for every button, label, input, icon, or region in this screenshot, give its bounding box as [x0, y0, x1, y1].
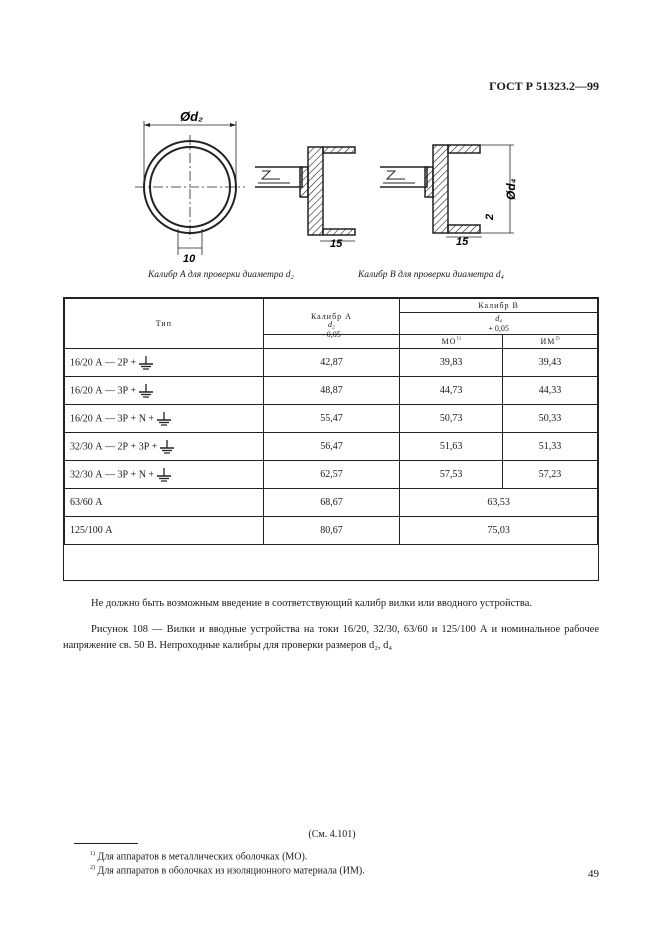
- ground-icon: [157, 412, 171, 426]
- footnote-divider: [74, 843, 138, 844]
- gauge-a-front-view: [135, 109, 245, 265]
- ground-icon: [139, 356, 153, 370]
- col-type-header: Тип: [65, 299, 264, 349]
- dim-15b-label: 15: [456, 236, 469, 248]
- dim-2-label: 2: [484, 213, 496, 220]
- table-row: 125/100 А 80,67 75,03: [65, 517, 598, 545]
- dim-15a-label: 15: [330, 238, 343, 250]
- table-row: 16/20 А — 3Р + 48,87 44,73 44,33: [65, 377, 598, 405]
- table-row: 32/30 А — 3Р + N + 62,57 57,53 57,23: [65, 461, 598, 489]
- dim-d2-label: Ød₂: [180, 109, 204, 124]
- col-b-symbol: d₄ + 0,05: [400, 313, 598, 335]
- col-im-header: ИМ$^{2)}$: [503, 335, 598, 349]
- gauge-drawings: [130, 105, 530, 265]
- table-row: 16/20 А — 3Р + N + 55,47 50,73 50,33: [65, 405, 598, 433]
- caption-gauge-b: Калибр B для проверки диаметра d₄: [358, 270, 504, 280]
- gauge-b-section: [380, 145, 518, 248]
- ground-icon: [160, 440, 174, 454]
- table-row: 32/30 А — 2Р + 3Р + 56,47 51,63 51,33: [65, 433, 598, 461]
- table-reference: (См. 4.101): [308, 829, 356, 840]
- col-calibre-a-header: Калибр A: [263, 299, 399, 335]
- table-row: 16/20 А — 2Р + 42,87 39,83 39,43: [65, 349, 598, 377]
- paragraph-note: Не должно быть возможным введение в соответствующий калибр вилки или вводного устройства.: [91, 598, 532, 609]
- ground-icon: [157, 468, 171, 482]
- col-a-symbol: d₂ - 0,05: [263, 335, 399, 349]
- gauge-a-section: [255, 147, 355, 250]
- page-number: 49: [588, 868, 599, 880]
- col-mo-header: МО$^{1)}$: [400, 335, 503, 349]
- caption-gauge-a: Калибр A для проверки диаметра d₂: [148, 270, 294, 280]
- calibre-table: [64, 298, 598, 545]
- footnote-1: $^{1)}$ Для аппаратов в металлических оболочках (МО).: [90, 851, 308, 863]
- table-row: 63/60 А 68,67 63,53: [65, 489, 598, 517]
- footnote-2: $^{2)}$ Для аппаратов в оболочках из изоляционного материала (ИМ).: [90, 865, 365, 877]
- dim-d4-label: Ød₄: [504, 178, 518, 200]
- dim-10-label: 10: [183, 253, 196, 265]
- col-calibre-b-header: Калибр B: [400, 299, 598, 313]
- ground-icon: [139, 384, 153, 398]
- standard-header: ГОСТ Р 51323.2—99: [489, 79, 599, 93]
- figure-caption: Рисунок 108 — Вилки и вводные устройства на токи 16/20, 32/30, 63/60 и 125/100 А и номинальное рабочее напряжение св. 50 В. Непроходные калибры для проверки размеров d₂, d₄: [63, 624, 599, 651]
